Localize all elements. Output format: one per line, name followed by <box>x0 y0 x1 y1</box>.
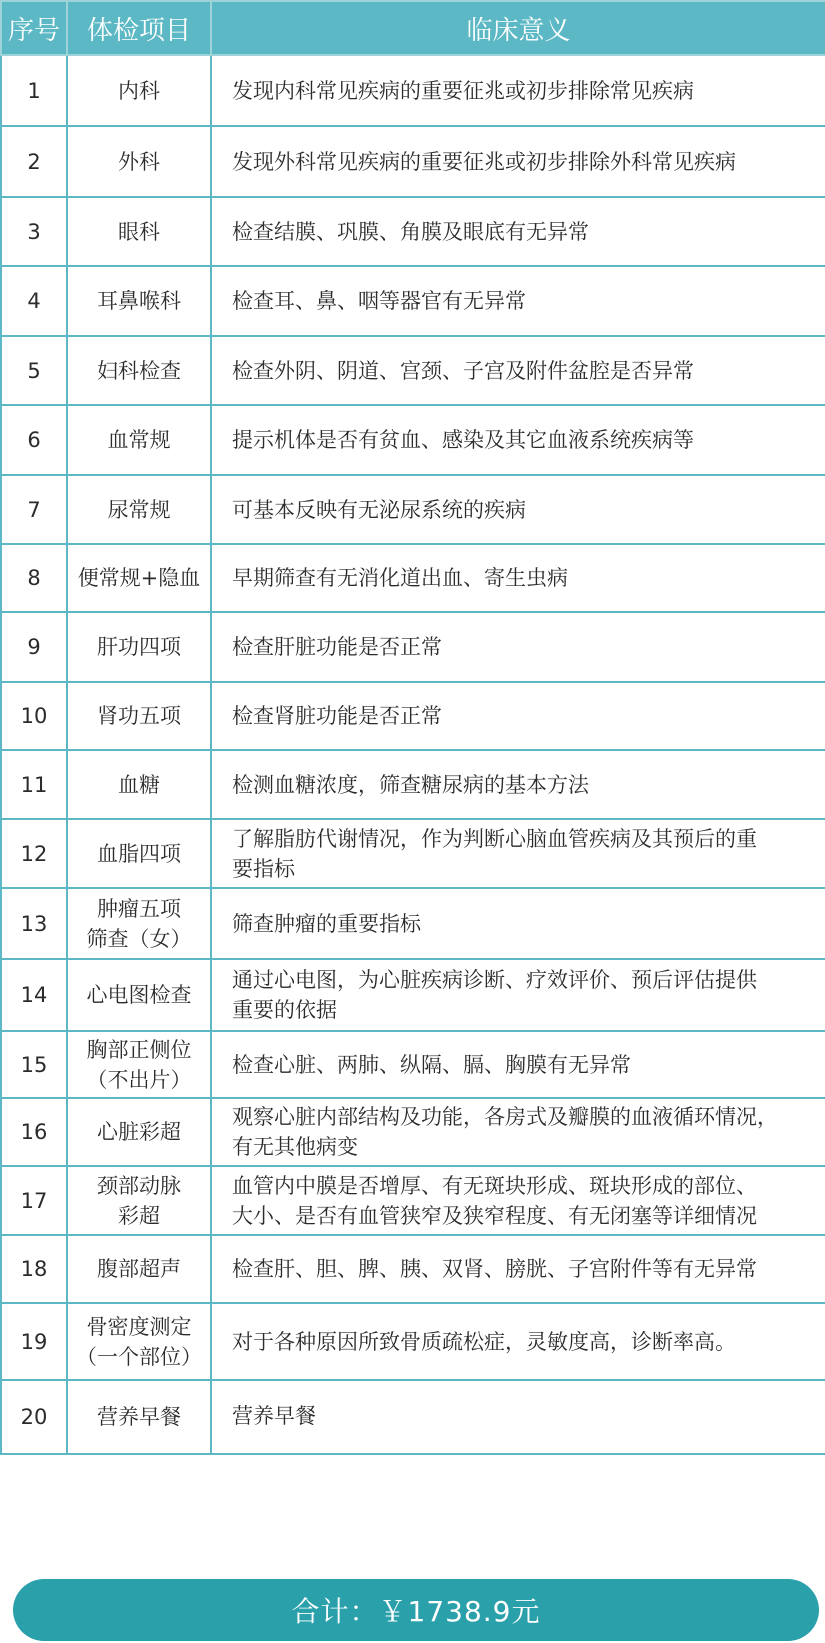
clinical-meaning <box>211 819 825 888</box>
exam-item-line: 骨密度测定 <box>86 1314 192 1339</box>
exam-item-line: 外科 <box>118 149 160 174</box>
table-row <box>1 405 825 475</box>
clinical-meaning-line: 对于各种原因所致骨质疏松症，灵敏度高，诊断率高。 <box>232 1329 736 1354</box>
row-number: 13 <box>1 888 67 959</box>
clinical-meaning-line: 检查心脏、两肺、纵隔、膈、胸膜有无异常 <box>232 1052 631 1077</box>
row-number: 2 <box>1 126 67 197</box>
exam-item-line: 眼科 <box>118 219 160 244</box>
row-number: 10 <box>1 682 67 750</box>
clinical-meaning-line: 检查外阴、阴道、宫颈、子宫及附件盆腔是否异常 <box>232 358 694 383</box>
row-number: 16 <box>1 1098 67 1166</box>
table-row <box>1 750 825 819</box>
clinical-meaning-line: 可基本反映有无泌尿系统的疾病 <box>232 497 526 522</box>
clinical-meaning-line: 检查肝脏功能是否正常 <box>232 635 442 659</box>
total-price-bar <box>13 1579 819 1641</box>
clinical-meaning <box>211 959 825 1031</box>
exam-item <box>67 612 211 682</box>
exam-item <box>67 1166 211 1235</box>
exam-item <box>67 55 211 126</box>
exam-item-line: 胸部正侧位 <box>86 1037 192 1062</box>
header-number: 序号 <box>1 1 67 55</box>
row-number: 3 <box>1 197 67 266</box>
exam-item <box>67 750 211 819</box>
exam-item <box>67 819 211 888</box>
clinical-meaning-line: 要指标 <box>232 856 295 881</box>
table-row <box>1 126 825 197</box>
row-number: 12 <box>1 819 67 888</box>
header-clinical-meaning: 临床意义 <box>211 1 825 55</box>
exam-item <box>67 1031 211 1098</box>
table-row <box>1 475 825 544</box>
clinical-meaning <box>211 336 825 405</box>
exam-item-line: 血脂四项 <box>97 841 181 866</box>
clinical-meaning <box>211 1098 825 1166</box>
clinical-meaning-line: 筛查肿瘤的重要指标 <box>232 911 421 936</box>
clinical-meaning <box>211 197 825 266</box>
clinical-meaning-line: 检测血糖浓度，筛查糖尿病的基本方法 <box>232 772 589 797</box>
clinical-meaning-line: 发现外科常见疾病的重要征兆或初步排除外科常见疾病 <box>232 149 736 174</box>
exam-item <box>67 266 211 336</box>
clinical-meaning <box>211 55 825 126</box>
table-row <box>1 1166 825 1235</box>
clinical-meaning <box>211 475 825 544</box>
exam-item-line: 尿常规 <box>107 497 171 522</box>
table-row <box>1 1380 825 1454</box>
clinical-meaning <box>211 1380 825 1454</box>
exam-item-line: 颈部动脉 <box>97 1173 181 1198</box>
clinical-meaning <box>211 405 825 475</box>
table-row <box>1 819 825 888</box>
table-row <box>1 612 825 682</box>
clinical-meaning <box>211 1031 825 1098</box>
clinical-meaning-line: 通过心电图，为心脏疾病诊断、疗效评价、预后评估提供 <box>232 968 757 992</box>
clinical-meaning-line: 检查结膜、巩膜、角膜及眼底有无异常 <box>232 219 589 244</box>
exam-item-line: （不出片） <box>86 1067 192 1092</box>
exam-item-line: 营养早餐 <box>97 1405 181 1429</box>
row-number: 17 <box>1 1166 67 1235</box>
clinical-meaning <box>211 544 825 612</box>
exam-item <box>67 1380 211 1454</box>
clinical-meaning <box>211 750 825 819</box>
table-row <box>1 336 825 405</box>
row-number: 14 <box>1 959 67 1031</box>
row-number: 11 <box>1 750 67 819</box>
clinical-meaning <box>211 266 825 336</box>
exam-item-line: 血糖 <box>118 772 160 797</box>
row-number: 18 <box>1 1235 67 1303</box>
clinical-meaning <box>211 126 825 197</box>
exam-item <box>67 475 211 544</box>
exam-item <box>67 1098 211 1166</box>
clinical-meaning-line: 检查耳、鼻、咽等器官有无异常 <box>232 289 526 313</box>
row-number: 20 <box>1 1380 67 1454</box>
table-row <box>1 1303 825 1380</box>
exam-item <box>67 544 211 612</box>
clinical-meaning-line: 检查肝、胆、脾、胰、双肾、膀胱、子宫附件等有无异常 <box>232 1257 757 1281</box>
header-exam-item: 体检项目 <box>67 1 211 55</box>
clinical-meaning <box>211 1235 825 1303</box>
exam-item-line: 彩超 <box>118 1203 160 1228</box>
exam-item-line: 肝功四项 <box>97 635 181 659</box>
table-row <box>1 266 825 336</box>
table-row <box>1 959 825 1031</box>
row-number: 4 <box>1 266 67 336</box>
row-number: 5 <box>1 336 67 405</box>
clinical-meaning-line: 检查肾脏功能是否正常 <box>232 704 442 728</box>
clinical-meaning-line: 提示机体是否有贫血、感染及其它血液系统疾病等 <box>232 428 694 452</box>
clinical-meaning <box>211 612 825 682</box>
exam-item <box>67 959 211 1031</box>
exam-item <box>67 1303 211 1380</box>
row-number: 19 <box>1 1303 67 1380</box>
table-row <box>1 544 825 612</box>
exam-item-line: 血常规 <box>107 428 171 452</box>
clinical-meaning-line: 观察心脏内部结构及功能，各房式及瓣膜的血液循环情况， <box>232 1105 778 1129</box>
exam-item-line: 肾功五项 <box>97 704 181 728</box>
table-row <box>1 888 825 959</box>
clinical-meaning-line: 有无其他病变 <box>232 1135 358 1159</box>
exam-item <box>67 126 211 197</box>
exam-item <box>67 405 211 475</box>
clinical-meaning <box>211 1303 825 1380</box>
table-body <box>1 55 825 1454</box>
exam-item-line: 妇科检查 <box>97 358 181 383</box>
exam-item <box>67 336 211 405</box>
exam-item <box>67 1235 211 1303</box>
clinical-meaning <box>211 1166 825 1235</box>
clinical-meaning <box>211 682 825 750</box>
exam-item-line: 肿瘤五项 <box>97 896 181 921</box>
row-number: 9 <box>1 612 67 682</box>
exam-item-line: （一个部位） <box>76 1344 202 1369</box>
clinical-meaning <box>211 888 825 959</box>
exam-item-line: 内科 <box>118 78 160 103</box>
clinical-meaning-line: 大小、是否有血管狭窄及狭窄程度、有无闭塞等详细情况 <box>232 1203 757 1228</box>
table-row <box>1 55 825 126</box>
table-header-row <box>1 1 825 55</box>
clinical-meaning-line: 重要的依据 <box>232 998 337 1022</box>
clinical-meaning-line: 发现内科常见疾病的重要征兆或初步排除常见疾病 <box>232 78 694 103</box>
exam-item-line: 心脏彩超 <box>97 1120 181 1144</box>
row-number: 7 <box>1 475 67 544</box>
clinical-meaning-line: 早期筛查有无消化道出血、寄生虫病 <box>232 566 568 590</box>
table-row <box>1 682 825 750</box>
exam-item-line: 腹部超声 <box>97 1257 181 1281</box>
table-row <box>1 1031 825 1098</box>
table-row <box>1 1098 825 1166</box>
clinical-meaning-line: 营养早餐 <box>232 1404 316 1428</box>
exam-item <box>67 197 211 266</box>
clinical-meaning-line: 血管内中膜是否增厚、有无斑块形成、斑块形成的部位、 <box>232 1173 757 1198</box>
total-price-label: 合计：￥1738.9元 <box>291 1595 541 1628</box>
exam-item <box>67 682 211 750</box>
table-row <box>1 1235 825 1303</box>
row-number: 15 <box>1 1031 67 1098</box>
clinical-meaning-line: 了解脂肪代谢情况，作为判断心脑血管疾病及其预后的重 <box>232 826 757 851</box>
row-number: 6 <box>1 405 67 475</box>
exam-item-line: 耳鼻喉科 <box>97 289 181 313</box>
row-number: 1 <box>1 55 67 126</box>
exam-item-line: 心电图检查 <box>86 983 192 1007</box>
exam-item-line: 筛查（女） <box>86 926 192 951</box>
exam-item-line: 便常规+隐血 <box>77 566 201 590</box>
table-row <box>1 197 825 266</box>
exam-item <box>67 888 211 959</box>
row-number: 8 <box>1 544 67 612</box>
